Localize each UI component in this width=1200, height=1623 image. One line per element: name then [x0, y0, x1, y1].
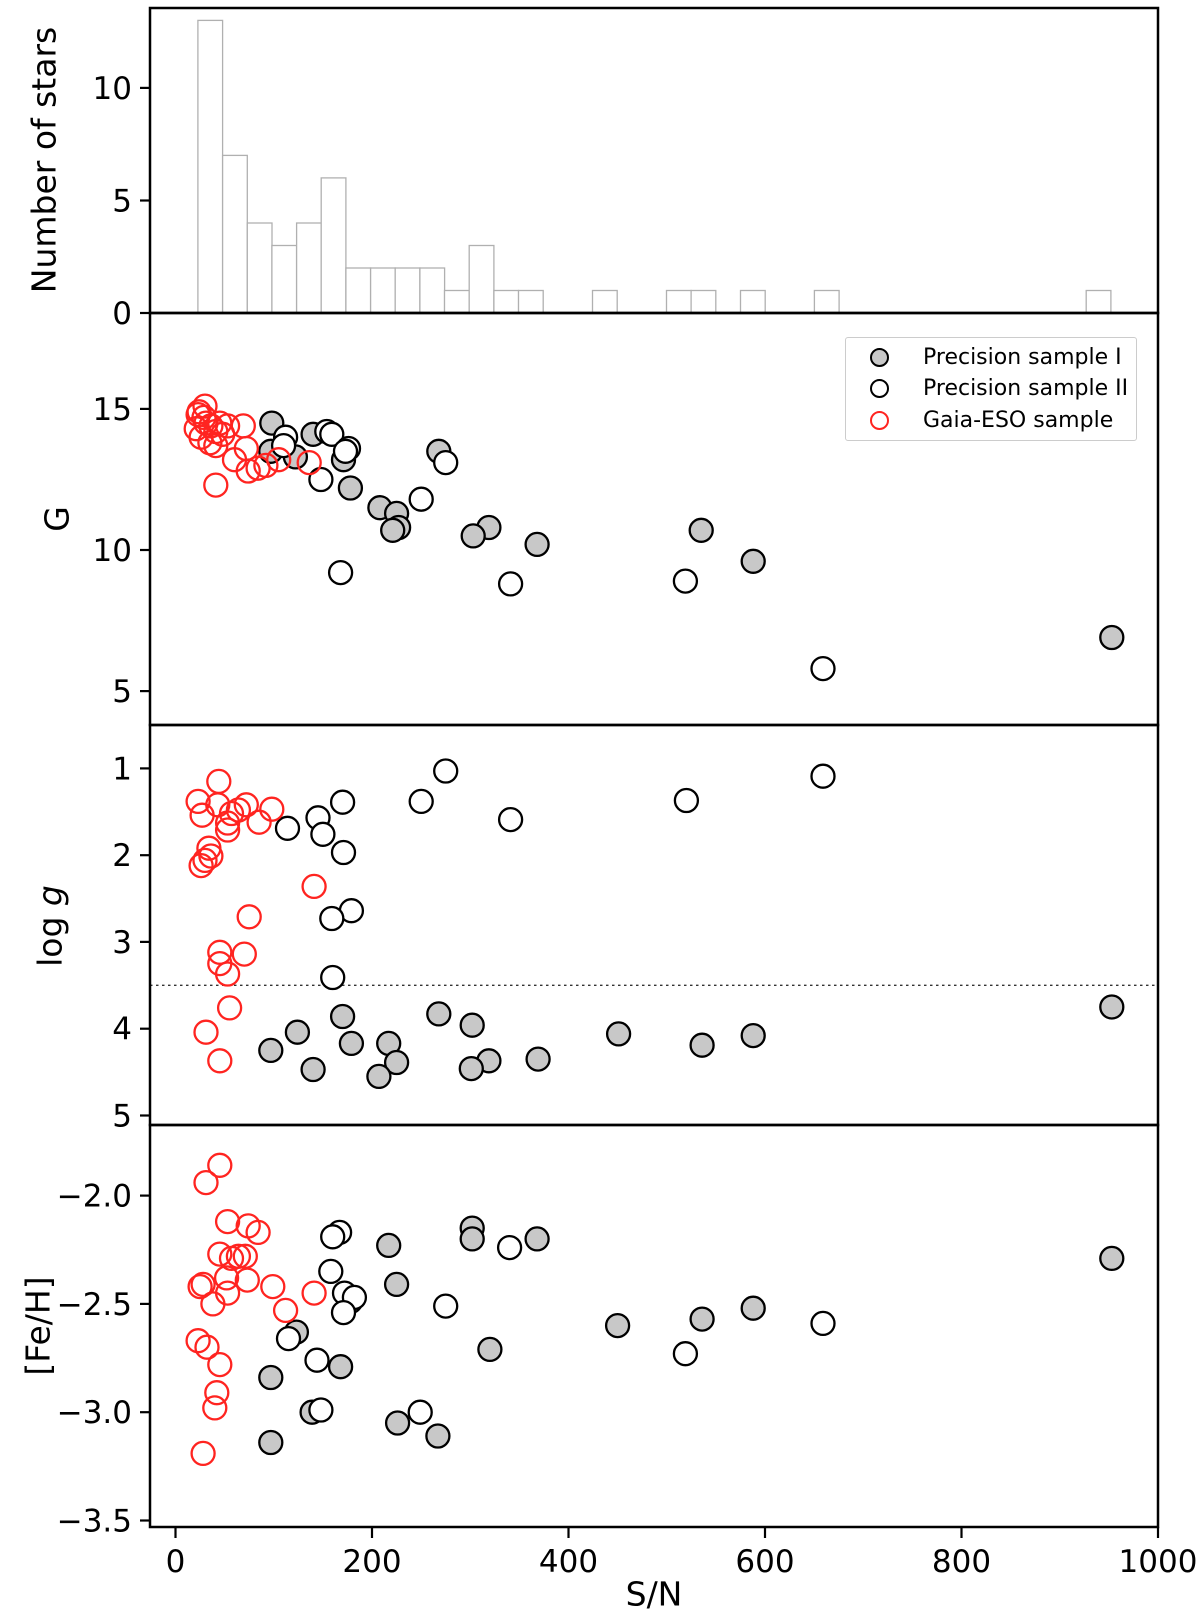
- scatter-point-precision_I: [462, 524, 485, 547]
- scatter-point-gaia_eso: [218, 996, 241, 1019]
- legend-box: [845, 337, 1137, 441]
- scatter-point-gaia_eso: [303, 1282, 326, 1305]
- scatter-point-gaia_eso: [303, 875, 326, 898]
- scatter-point-precision_I: [478, 1338, 501, 1361]
- y-tick-label: 3: [112, 924, 132, 961]
- scatter-point-gaia_eso: [207, 770, 230, 793]
- x-tick-label: 200: [342, 1544, 402, 1580]
- scatter-point-precision_I: [742, 1297, 765, 1320]
- axis-label-logg-it: g: [30, 885, 70, 907]
- scatter-point-precision_II: [410, 790, 433, 813]
- scatter-point-precision_I: [742, 550, 765, 573]
- scatter-point-precision_I: [367, 1065, 390, 1088]
- hist-bar: [519, 291, 544, 314]
- scatter-point-precision_I: [742, 1024, 765, 1047]
- scatter-point-gaia_eso: [201, 1292, 224, 1315]
- scatter-point-precision_I: [461, 1014, 484, 1037]
- scatter-point-precision_II: [434, 760, 457, 783]
- scatter-point-precision_II: [812, 765, 835, 788]
- scatter-point-gaia_eso: [233, 943, 256, 966]
- y-tick-label: −2.5: [56, 1286, 132, 1323]
- scatter-point-gaia_eso: [208, 1353, 231, 1376]
- legend-item-gaia-eso: [846, 405, 1136, 436]
- hist-bar: [420, 268, 445, 313]
- y-tick-label: 5: [112, 183, 132, 220]
- legend-item-precision-sample-2: [846, 373, 1136, 404]
- scatter-point-precision_II: [812, 657, 835, 680]
- scatter-point-precision_II: [309, 1399, 332, 1422]
- scatter-point-precision_II: [332, 1301, 355, 1324]
- scatter-point-precision_I: [1100, 1247, 1123, 1270]
- hist-bar: [346, 268, 371, 313]
- scatter-point-precision_I: [259, 1366, 282, 1389]
- hist-bar: [494, 291, 519, 314]
- scatter-point-gaia_eso: [195, 1021, 218, 1044]
- scatter-point-gaia_eso: [261, 1275, 284, 1298]
- scatter-point-gaia_eso: [191, 804, 214, 827]
- axis-label-sn: S/N: [625, 1574, 683, 1614]
- scatter-point-precision_II: [321, 1225, 344, 1248]
- scatter-point-precision_II: [320, 907, 343, 930]
- scatter-point-precision_I: [302, 1058, 325, 1081]
- y-tick-label: 5: [112, 1098, 132, 1135]
- scatter-point-gaia_eso: [216, 1282, 239, 1305]
- scatter-point-precision_I: [606, 1314, 629, 1337]
- scatter-point-precision_II: [332, 841, 355, 864]
- scatter-point-gaia_eso: [192, 1442, 215, 1465]
- scatter-point-precision_II: [409, 1401, 432, 1424]
- y-tick-label: 15: [92, 391, 132, 428]
- scatter-point-precision_I: [691, 1034, 714, 1057]
- x-tick-label: 800: [931, 1544, 992, 1580]
- scatter-point-precision_II: [410, 488, 433, 511]
- hist-bar: [371, 268, 396, 313]
- legend-item-precision-sample-1: [846, 342, 1136, 373]
- scatter-point-precision_II: [674, 570, 697, 593]
- scatter-point-precision_I: [607, 1022, 630, 1045]
- scatter-point-precision_I: [331, 1005, 354, 1028]
- scatter-point-gaia_eso: [260, 798, 283, 821]
- hist-bar: [198, 20, 223, 313]
- scatter-point-precision_I: [386, 1412, 409, 1435]
- x-tick-label: 400: [538, 1544, 599, 1580]
- y-tick-label: 5: [112, 674, 132, 711]
- scatter-point-precision_II: [434, 1295, 457, 1318]
- scatter-point-precision_II: [306, 1349, 329, 1372]
- scatter-point-precision_II: [329, 561, 352, 584]
- scatter-point-precision_II: [812, 1312, 835, 1335]
- scatter-point-gaia_eso: [204, 474, 227, 497]
- x-tick-label: 1000: [1118, 1544, 1198, 1580]
- legend-label: Precision sample I: [923, 345, 1122, 371]
- y-tick-label: 10: [92, 533, 132, 569]
- scatter-point-precision_II: [272, 434, 295, 457]
- hist-bar: [1086, 291, 1111, 314]
- axis-label-logg: [31, 885, 70, 967]
- scatter-point-gaia_eso: [203, 1396, 226, 1419]
- legend-label: Precision sample II: [923, 376, 1129, 402]
- scatter-point-precision_I: [377, 1234, 400, 1257]
- hist-bar: [469, 246, 494, 314]
- y-tick-label: 0: [112, 296, 132, 332]
- scatter-point-precision_I: [460, 1057, 483, 1080]
- y-tick-label: 1: [112, 751, 132, 788]
- scatter-point-precision_I: [340, 1032, 363, 1055]
- y-tick-label: 10: [92, 70, 132, 107]
- y-tick-label: 2: [112, 838, 132, 875]
- scatter-point-precision_I: [385, 1273, 408, 1296]
- hist-bar: [593, 291, 618, 314]
- scatter-point-gaia_eso: [195, 1171, 218, 1194]
- scatter-point-precision_II: [674, 1342, 697, 1365]
- hist-bar: [272, 246, 297, 314]
- hist-bar: [223, 155, 248, 313]
- scatter-point-gaia_eso: [236, 1269, 259, 1292]
- scatter-point-precision_I: [286, 1021, 309, 1044]
- scatter-point-precision_II: [311, 823, 334, 846]
- hist-bar: [691, 291, 716, 314]
- scatter-point-precision_I: [461, 1227, 484, 1250]
- scatter-point-gaia_eso: [274, 1299, 297, 1322]
- scatter-point-precision_I: [381, 519, 404, 542]
- scatter-point-precision_II: [434, 451, 457, 474]
- scatter-point-precision_II: [334, 440, 357, 463]
- hist-bar: [667, 291, 692, 314]
- axis-label-number-of-stars: Number of stars: [24, 26, 64, 294]
- hist-bar: [297, 223, 322, 313]
- scatter-point-precision_I: [527, 1048, 550, 1071]
- scatter-point-precision_I: [339, 477, 362, 500]
- scatter-point-precision_I: [426, 1425, 449, 1448]
- legend-label: Gaia-ESO sample: [923, 407, 1114, 433]
- hist-bar: [445, 291, 470, 314]
- scatter-point-precision_I: [526, 1227, 549, 1250]
- scatter-point-precision_I: [329, 1355, 352, 1378]
- scatter-point-gaia_eso: [208, 1049, 231, 1072]
- red-circle-marker-icon: [870, 411, 889, 430]
- open-circle-marker-icon: [870, 379, 889, 398]
- scatter-point-precision_II: [309, 468, 332, 491]
- scatter-point-precision_II: [276, 817, 299, 840]
- axis-label-g: G: [37, 506, 77, 532]
- hist-bar: [741, 291, 766, 314]
- x-tick-label: 600: [735, 1544, 795, 1580]
- scatter-point-gaia_eso: [216, 1210, 239, 1233]
- scatter-point-precision_II: [498, 1236, 521, 1259]
- scatter-point-precision_I: [1100, 626, 1123, 649]
- scatter-point-precision_I: [1100, 996, 1123, 1019]
- scatter-point-gaia_eso: [248, 811, 271, 834]
- scatter-point-precision_II: [331, 791, 354, 814]
- hist-bar: [395, 268, 420, 313]
- scatter-point-precision_II: [277, 1327, 300, 1350]
- y-tick-label: −3.5: [56, 1503, 132, 1540]
- gray-circle-marker-icon: [870, 348, 889, 367]
- scatter-point-precision_I: [259, 1431, 282, 1454]
- scatter-point-precision_II: [319, 1260, 342, 1283]
- axis-label-feh: [Fe/H]: [18, 1276, 58, 1376]
- y-tick-label: −2.0: [56, 1178, 132, 1215]
- scatter-point-precision_I: [691, 1308, 714, 1331]
- scatter-point-precision_II: [499, 808, 522, 831]
- x-tick-label: 0: [165, 1544, 186, 1580]
- hist-bar: [247, 223, 272, 313]
- y-tick-label: −3.0: [56, 1395, 132, 1432]
- panel-frame: [150, 725, 1158, 1125]
- scatter-point-precision_I: [427, 1002, 450, 1025]
- scatter-point-precision_I: [690, 519, 713, 542]
- scatter-point-gaia_eso: [238, 905, 261, 928]
- y-tick-label: 4: [112, 1011, 132, 1048]
- hist-bar: [814, 291, 839, 314]
- scatter-point-precision_II: [675, 789, 698, 812]
- scatter-point-precision_II: [321, 966, 344, 989]
- hist-bar: [321, 178, 346, 313]
- scatter-point-precision_II: [499, 572, 522, 595]
- axis-label-logg-pre: log: [30, 906, 70, 967]
- scatter-point-precision_I: [526, 533, 549, 556]
- scatter-point-precision_I: [259, 1039, 282, 1062]
